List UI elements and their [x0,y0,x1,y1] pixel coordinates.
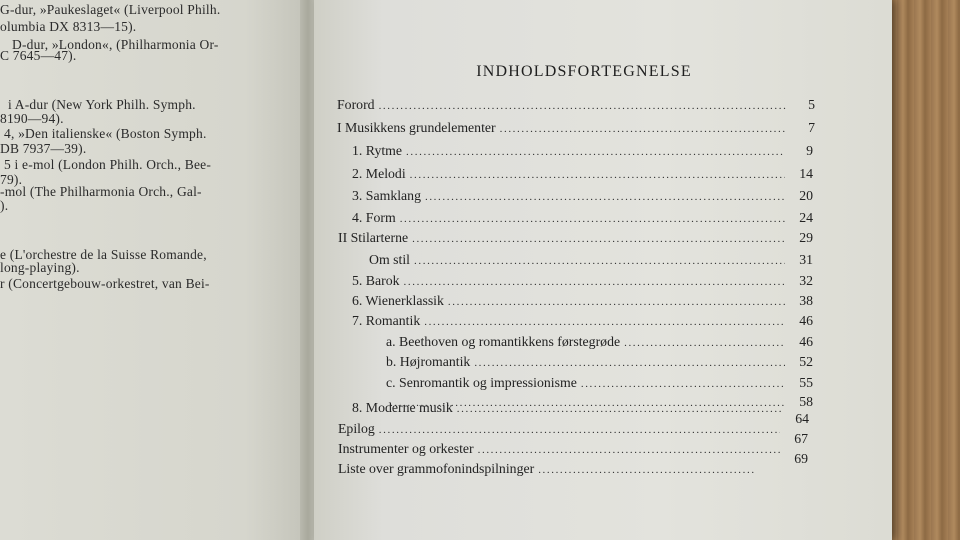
toc-entry-label: Instrumenter og orkester [338,441,474,456]
toc-entry-page: 5 [808,97,815,112]
toc-entry-page: 46 [799,334,813,349]
toc-entry-label: 2. Melodi [352,166,406,181]
toc-entry-page: 55 [799,375,813,390]
toc-entry-barok [352,273,813,289]
toc-entry-page: 24 [799,210,813,225]
left-page [0,0,306,540]
toc-leader-dots [581,378,785,390]
left-page-line: 8190—94). [0,111,64,126]
toc-leader-dots [624,337,785,349]
toc-entry-page: 58 [799,394,813,409]
toc-entry-epilog [338,421,808,446]
toc-entry-page: 20 [799,188,813,203]
toc-entry-page: 64 [795,411,809,426]
left-page-line: D-dur, »London«, (Philharmonia Or- [12,37,219,52]
toc-entry-page: 69 [794,451,808,466]
toc-entry-page: 46 [799,313,813,328]
toc-entry-musikkens-grundelementer [337,120,815,136]
toc-entry-hojromantik [386,354,813,370]
toc-entry-page: 31 [799,252,813,267]
toc-entry-label: 1. Rytme [352,143,403,158]
toc-entry-page: 52 [799,354,813,369]
toc-entry-rytme [352,143,813,159]
toc-entry-label: 5. Barok [352,273,400,288]
left-page-line: ). [0,198,9,213]
toc-leader-dots [404,276,785,288]
left-page-line: r (Concertgebouw-orkestret, van Bei- [0,276,210,291]
toc-entry-page: 67 [794,431,808,446]
left-page-line: olumbia DX 8313—15). [0,19,137,34]
toc-leader-dots [538,464,756,476]
toc-leader-dots [457,403,781,415]
toc-entry-moderne-musik [352,400,809,426]
left-page-line: 5 i e-mol (London Philh. Orch., Bee- [4,157,212,172]
toc-entry-label: c. Senromantik og impressionisme [386,375,577,390]
toc-entry-beethoven [386,334,813,350]
toc-entry-label: 7. Romantik [352,313,421,328]
toc-leader-dots [448,296,785,308]
left-page-line: 4, »Den italienske« (Boston Symph. [4,126,207,141]
toc-leader-dots [412,233,785,245]
toc-entry-samklang [352,188,813,204]
toc-entry-stilarterne [338,230,813,246]
toc-entry-instrumenter [338,441,808,466]
toc-entry-label: Forord [337,97,375,112]
toc-entry-page: 38 [799,293,813,308]
left-page-line: 79). [0,172,23,187]
toc-leader-dots [425,191,785,203]
toc-leader-dots [379,100,787,112]
toc-entry-grammofon [338,461,784,477]
toc-title: INDHOLDSFORTEGNELSE [476,63,692,80]
left-page-line: -mol (The Philharmonia Orch., Gal- [0,184,202,199]
toc-leader-dots [500,123,787,135]
toc-leader-dots [410,169,785,181]
left-page-line: e (L'orchestre de la Suisse Romande, [0,247,207,262]
left-page-line: long-playing). [0,260,80,275]
toc-leader-dots [424,316,785,328]
toc-entry-page: 29 [799,230,813,245]
toc-entry-label: Om stil [369,252,411,267]
toc-entry-page: 7 [808,120,815,135]
toc-leader-dots [478,444,780,456]
toc-leader-dots [379,424,780,436]
toc-entry-page: 9 [806,143,813,158]
toc-entry-label: 8. Moderne musik [352,400,453,415]
wooden-table-background [880,0,960,540]
toc-entry-romantik [352,313,813,329]
toc-entry-forord [337,97,815,113]
toc-entry-label: a. Beethoven og romantikkens førstegrøde [386,334,621,349]
toc-entry-melodi [352,166,813,182]
toc-leader-dots [414,255,785,267]
toc-entry-senromantik [386,375,813,391]
toc-entry-label: Liste over grammofonindspilninger [338,461,535,476]
toc-entry-wienerklassik [352,293,813,309]
left-page-line: DB 7937—39). [0,141,87,156]
toc-leader-dots [400,213,785,225]
left-page-line: C 7645—47). [0,48,77,63]
toc-entry-label: b. Højromantik [386,354,471,369]
toc-entry-label: I Musikkens grundelementer [337,120,496,135]
left-page-line: i A-dur (New York Philh. Symph. [8,97,196,112]
toc-entry-label: 6. Wienerklassik [352,293,444,308]
toc-leader-dots [474,357,785,369]
toc-entry-label: Epilog [338,421,375,436]
toc-entry-form [352,210,813,226]
toc-entry-label: 4. Form [352,210,396,225]
toc-entry-om-stil [369,252,813,268]
right-page [314,0,892,540]
toc-entry-label: II Stilarterne [338,230,409,245]
toc-entry-label: 3. Samklang [352,188,421,203]
toc-entry-page: 14 [799,166,813,181]
left-page-line: G-dur, »Paukeslaget« (Liverpool Philh. [0,2,221,17]
toc-entry-page: 32 [799,273,813,288]
toc-leader-dots [406,146,785,158]
